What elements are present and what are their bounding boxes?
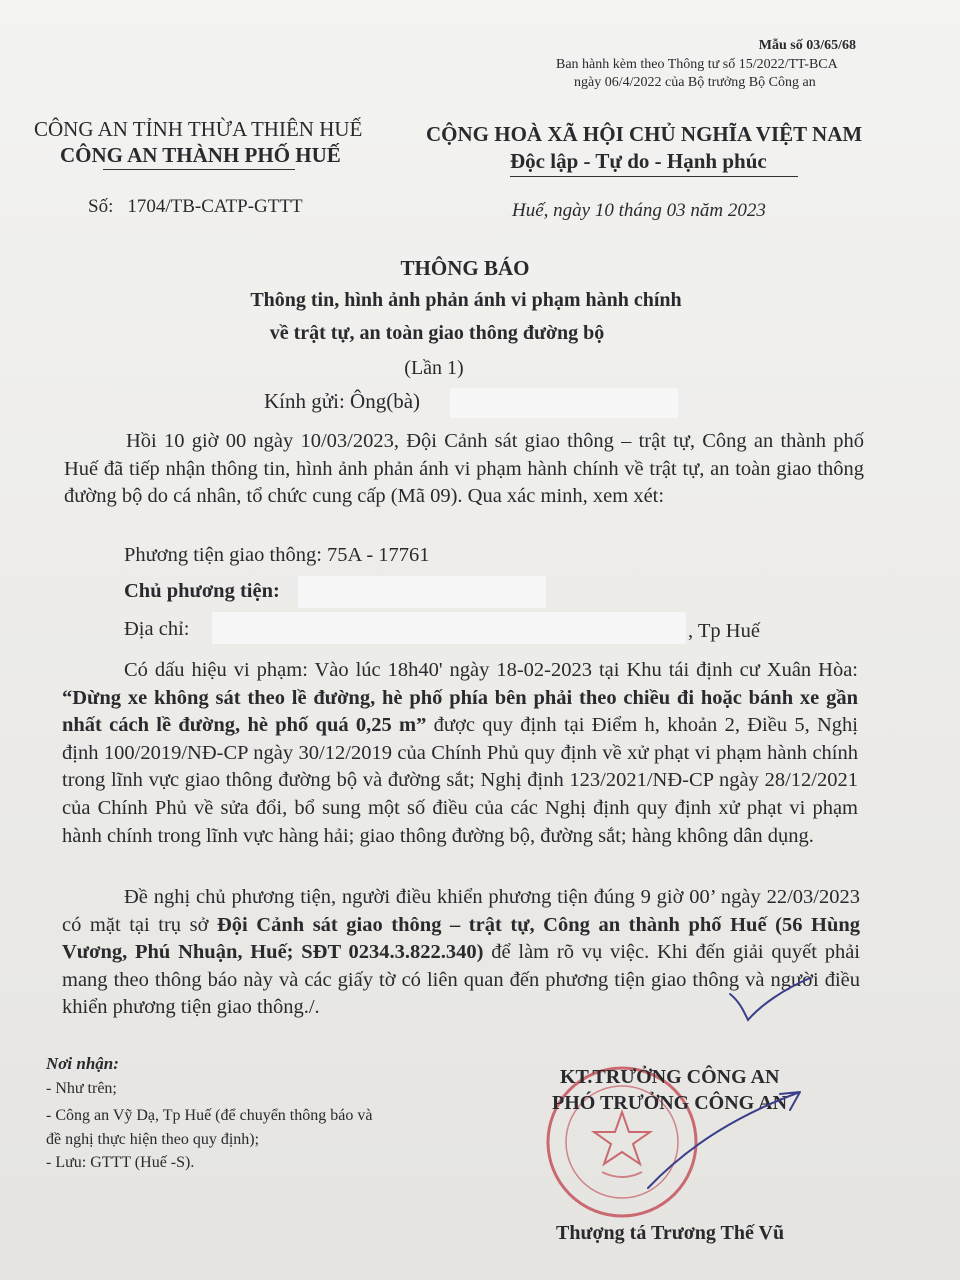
owner-label: Chủ phương tiện: [124,580,280,602]
vehicle-field [124,544,430,567]
summons-location: Đội Cảnh sát giao thông – trật tự, Công an thành phố Huế (56 Hùng Vương, Phú Nhuận, Huế; SĐT 0234.3.822.340) [62,913,860,964]
national-title: CỘNG HOÀ XÃ HỘI CHỦ NGHĨA VIỆT NAM [426,122,863,146]
address-city: , Tp Huế [688,620,760,642]
distribution-item: - Công an Vỹ Dạ, Tp Huế (để chuyển thông báo và [46,1107,373,1124]
document-title: THÔNG BÁO [400,256,530,280]
document-number-label: Số: [88,196,114,217]
address-field [124,618,189,641]
distribution-item: đề nghị thực hiện theo quy định); [46,1131,260,1148]
national-motto: Độc lập - Tự do - Hạnh phúc [510,149,767,173]
address-label: Địa chỉ: [124,618,190,640]
notice-count: (Lần 1) [404,357,464,379]
signatory-position: PHÓ TRƯỞNG CÔNG AN [552,1092,788,1114]
recipient-salutation: Kính gửi: Ông(bà) [264,389,421,413]
summons-intro: Đề nghị chủ phương tiện, người điều khiển phương tiện đúng 9 giờ 00’ ngày 22/03/2023 có mặt tại trụ sở [62,886,860,936]
document-subtitle-line-1: Thông tin, hình ảnh phản ánh vi phạm hành chính [250,289,682,311]
legal-basis: được quy định tại Điểm h, khoản 2, Điều 5, Nghị định 100/2019/NĐ-CP ngày 30/12/2019 của Chính Phủ quy định về xử phạt vi phạm hành chính trong lĩnh vực giao thông đường bộ và đường sắt; Nghị định 123/2021/NĐ-CP ngày 28/12/2021 của Chính Phủ về sửa đổi, bổ sung một số điều của các Nghị định quy định xử phạt vi phạm hành chính trong lĩnh vực hàng hải; giao thông đường bộ, đường sắt; hàng không dân dụng. [62,714,858,847]
agency-name: CÔNG AN THÀNH PHỐ HUẾ [60,143,341,167]
signatory-name: Thượng tá Trương Thế Vũ [556,1222,785,1244]
pen-checkmark [726,976,812,1026]
document-number [88,196,303,218]
redacted-address [212,612,686,644]
redacted-recipient-name [450,388,678,418]
violation-intro: Có dấu hiệu vi phạm: Vào lúc 18h40' ngày 18-02-2023 tại Khu tái định cư Xuân Hòa: [124,659,858,681]
form-code: Mẫu số 03/65/68 [758,38,856,53]
form-reference-line-2: ngày 06/4/2022 của Bộ trưởng Bộ Công an [574,75,816,90]
vehicle-label: Phương tiện giao thông: [124,544,322,566]
intro-paragraph: Hồi 10 giờ 00 ngày 10/03/2023, Đội Cảnh sát giao thông – trật tự, Công an thành phố Huế đã tiếp nhận thông tin, hình ảnh phản ánh vi phạm hành chính về trật tự, an toàn giao thông đường bộ do cá nhân, tổ chức cung cấp (Mã 09). Qua xác minh, xem xét: [64,430,864,508]
document-number-value: 1704/TB-CATP-GTTT [127,196,303,217]
motto-underline [510,176,798,177]
vehicle-plate: 75A - 17761 [327,544,430,566]
distribution-item: - Như trên; [46,1080,117,1097]
agency-underline [103,169,295,170]
summons-instructions: để làm rõ vụ việc. Khi đến giải quyết phải mang theo thông báo này và các giấy tờ có liên quan đến phương tiện giao thông và người điều khiển phương tiện giao thông./. [62,941,860,1019]
distribution-title: Nơi nhận: [46,1054,119,1073]
form-reference-line-1: Ban hành kèm theo Thông tư số 15/2022/TT-BCA [556,57,838,72]
violation-description: “Dừng xe không sát theo lề đường, hè phố phía bên phải theo chiều đi hoặc bánh xe gần nhất cách lề đường, hè phố quá 0,25 m” [62,686,858,737]
agency-parent: CÔNG AN TỈNH THỪA THIÊN HUẾ [34,117,363,141]
distribution-item: - Lưu: GTTT (Huế -S). [46,1154,195,1171]
place-date: Huế, ngày 10 tháng 03 năm 2023 [512,200,766,221]
document-subtitle-line-2: về trật tự, an toàn giao thông đường bộ [269,322,605,344]
owner-field [124,580,280,603]
signatory-title: KT.TRƯỞNG CÔNG AN [560,1066,780,1088]
redacted-owner-name [298,576,546,608]
signature-scribble [640,1084,810,1194]
violation-paragraph [62,657,858,850]
